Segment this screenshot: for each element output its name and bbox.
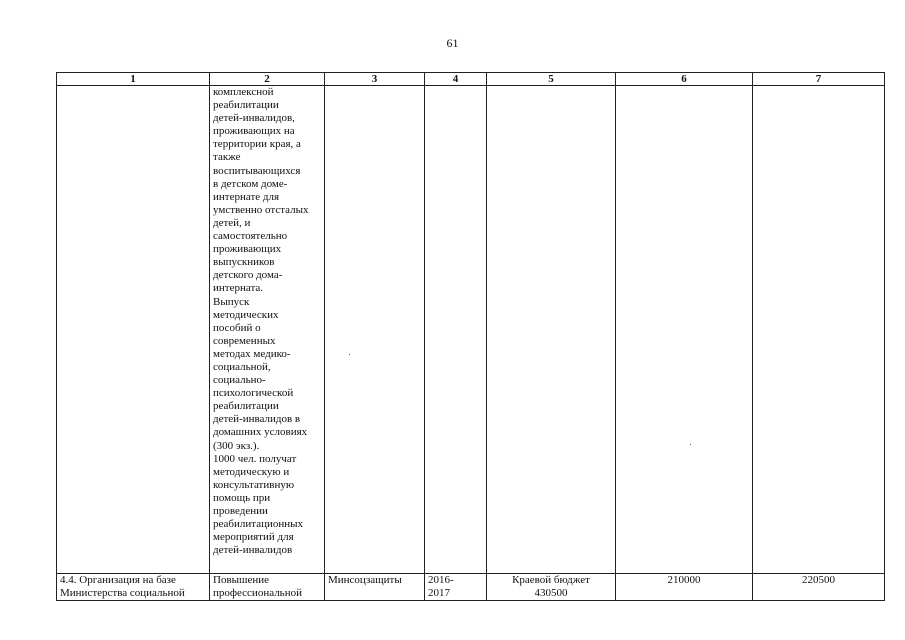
scan-speck — [349, 354, 350, 355]
header-col-7: 7 — [753, 73, 885, 86]
header-col-3: 3 — [325, 73, 425, 86]
cell-empty — [425, 86, 487, 574]
cell-funding-source: Краевой бюджет 430500 — [487, 574, 616, 601]
header-col-2: 2 — [210, 73, 325, 86]
program-table — [56, 72, 885, 601]
header-col-1: 1 — [57, 73, 210, 86]
cell-empty — [325, 86, 425, 574]
cell-empty — [487, 86, 616, 574]
page-number: 61 — [446, 36, 459, 50]
cell-empty — [616, 86, 753, 574]
cell-empty — [57, 86, 210, 574]
cell-expected-result: Повышение профессиональной — [210, 574, 325, 601]
header-col-5: 5 — [487, 73, 616, 86]
cell-amount-2016: 210000 — [616, 574, 753, 601]
scan-speck — [690, 444, 691, 445]
header-col-4: 4 — [425, 73, 487, 86]
table-row-4-4 — [57, 574, 885, 601]
header-col-6: 6 — [616, 73, 753, 86]
cell-activity-name: 4.4. Организация на базе Министерства социальной — [57, 574, 210, 601]
table-row-continuation — [57, 86, 885, 574]
cell-empty — [753, 86, 885, 574]
cell-period: 2016- 2017 — [425, 574, 487, 601]
cell-result-description: комплексной реабилитации детей-инвалидов, проживающих на территории края, а также воспитывающихся в детском доме- интернате для умственно отсталых детей, и самостоятельно проживающих выпускников детского дома- интерната. Выпуск методических пособий о современных методах медико- социальной, социально- психологической реабилитации детей-инвалидов в домашних условиях (300 экз.). 1000 чел. получат методическую и консультативную помощь при проведении реабилитационных мероприятий для детей-инвалидов — [210, 86, 325, 574]
cell-amount-2017: 220500 — [753, 574, 885, 601]
cell-executor: Минсоцзащиты — [325, 574, 425, 601]
table-header-row — [57, 73, 885, 86]
